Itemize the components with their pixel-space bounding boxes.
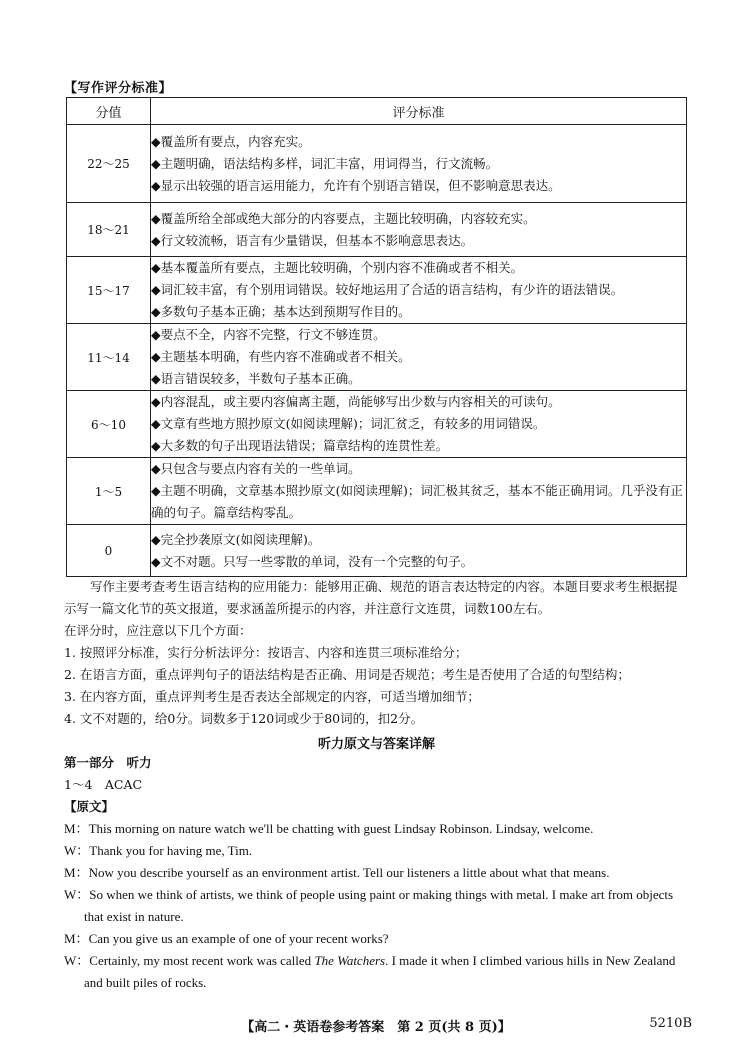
criterion: ◆语言错误较多，半数句子基本正确。: [151, 371, 361, 386]
criterion: ◆大多数的句子出现语法错误；篇章结构的连贯性差。: [151, 438, 449, 453]
dialogue-line: [64, 928, 689, 950]
criterion: ◆覆盖所有要点，内容充实。: [151, 133, 311, 149]
table-row: [67, 203, 687, 257]
criteria-cell: [151, 525, 687, 577]
transcript-label: 【原文】: [64, 799, 115, 814]
scoring-rubric-table: [66, 97, 687, 577]
paper-code: 5210B: [649, 1016, 692, 1031]
table-row: [67, 257, 687, 324]
table-row: [67, 458, 687, 525]
page-footer: 【高二・英语卷参考答案 第 2 页(共 8 页)】: [241, 1020, 511, 1035]
utterance: Now you describe yourself as an environment artist. Tell our listeners a little about what that means.: [88, 865, 610, 880]
criterion: ◆行文较流畅，语言有少量错误，但基本不影响意思表达。: [151, 232, 474, 248]
table-row: [67, 525, 687, 577]
criteria-cell: [151, 391, 687, 458]
score-range: 22～25: [67, 125, 151, 203]
speaker: W：: [64, 843, 90, 858]
column-header-criteria: 评分标准: [151, 98, 687, 125]
part-heading: 第一部分 听力: [64, 755, 152, 770]
notes-point: 3. 在内容方面，重点评判考生是否表达全部规定的内容，可适当增加细节；: [64, 689, 480, 704]
criterion: ◆完全抄袭原文(如阅读理解)。: [151, 531, 321, 547]
criterion: ◆主题明确，语法结构多样，词汇丰富，用词得当，行文流畅。: [151, 155, 499, 171]
score-range: 0: [67, 525, 151, 577]
speaker: W：: [64, 887, 90, 902]
scoring-notes: [64, 576, 689, 730]
criterion: ◆主题不明确，文章基本照抄原文(如阅读理解)；词汇极其贫乏，基本不能正确用词。几乎没有正确的句子。篇章结构零乱。: [151, 483, 683, 520]
criterion: ◆要点不全，内容不完整，行文不够连贯。: [151, 327, 386, 342]
speaker: M：: [64, 931, 89, 946]
dialogue-line: [64, 862, 689, 884]
utterance: So when we think of artists, we think of people using paint or making things with metal. I make art from objects that exist in nature.: [84, 887, 674, 924]
dialogue-line: [64, 884, 689, 928]
notes-intro: 写作主要考查考生语言结构的应用能力：能够用正确、规范的语言表达特定的内容。本题目要求考生根据提示写一篇文化节的英文报道，要求涵盖所提示的内容，并注意行文连贯，词数100左右。: [64, 579, 678, 616]
criterion: ◆内容混乱，或主要内容偏离主题，尚能够写出少数与内容相关的可读句。: [151, 394, 561, 409]
criterion: ◆文不对题。只写一些零散的单词，没有一个完整的句子。: [151, 553, 474, 569]
criterion: ◆只包含与要点内容有关的一些单词。: [151, 461, 361, 476]
score-range: 1～5: [67, 458, 151, 525]
criterion: ◆文章有些地方照抄原文(如阅读理解)；词汇贫乏，有较多的用词错误。: [151, 416, 546, 431]
criterion: ◆显示出较强的语言运用能力，允许有个别语言错误，但不影响意思表达。: [151, 177, 561, 193]
listening-title: 听力原文与答案详解: [317, 737, 435, 752]
table-row: [67, 324, 687, 391]
criterion: ◆多数句子基本正确；基本达到预期写作目的。: [151, 304, 411, 319]
column-header-score: 分值: [67, 98, 151, 125]
score-range: 6～10: [67, 391, 151, 458]
notes-point: 4. 文不对题的，给0分。词数多于120词或少于80词的，扣2分。: [64, 711, 424, 726]
utterance: Thank you for having me, Tim.: [89, 843, 253, 858]
criterion: ◆词汇较丰富，有个别用词错误。较好地运用了合适的语言结构，有少许的语法错误。: [151, 282, 624, 297]
work-title: The Watchers: [314, 953, 386, 968]
rubric-heading: 【写作评分标准】: [64, 81, 173, 96]
speaker: W：: [64, 953, 90, 968]
notes-point: 1. 按照评分标准，实行分析法评分：按语言、内容和连贯三项标准给分；: [64, 645, 468, 660]
listening-section: [64, 752, 689, 994]
score-range: 11～14: [67, 324, 151, 391]
dialogue-line: [64, 818, 689, 840]
criterion: ◆基本覆盖所有要点，主题比较明确，个别内容不准确或者不相关。: [151, 260, 524, 275]
utterance: Certainly, my most recent work was called: [89, 953, 315, 968]
criteria-cell: [151, 203, 687, 257]
table-row: [67, 125, 687, 203]
criteria-cell: [151, 458, 687, 525]
criterion: ◆主题基本明确，有些内容不准确或者不相关。: [151, 349, 411, 364]
criterion: ◆覆盖所给全部或绝大部分的内容要点，主题比较明确，内容较充实。: [151, 210, 536, 226]
dialogue-line: [64, 840, 689, 862]
notes-lead: 在评分时，应注意以下几个方面：: [64, 623, 252, 638]
criteria-cell: [151, 125, 687, 203]
table-row: [67, 391, 687, 458]
speaker: M：: [64, 821, 89, 836]
speaker: M：: [64, 865, 89, 880]
notes-point: 2. 在语言方面，重点评判句子的语法结构是否正确、用词是否规范；考生是否使用了合适的句型结构；: [64, 667, 630, 682]
dialogue-line: [64, 950, 689, 994]
score-range: 15～17: [67, 257, 151, 324]
utterance: This morning on nature watch we'll be chatting with guest Lindsay Robinson. Lindsay, welcome.: [88, 821, 594, 836]
utterance: . I made it when I climbed various hills in New Zealand and built piles of rocks.: [84, 953, 676, 990]
score-range: 18～21: [67, 203, 151, 257]
utterance: Can you give us an example of one of your recent works?: [88, 931, 389, 946]
criteria-cell: [151, 257, 687, 324]
answer-key: 1～4 ACAC: [64, 777, 143, 792]
criteria-cell: [151, 324, 687, 391]
table-header-row: [67, 98, 687, 125]
